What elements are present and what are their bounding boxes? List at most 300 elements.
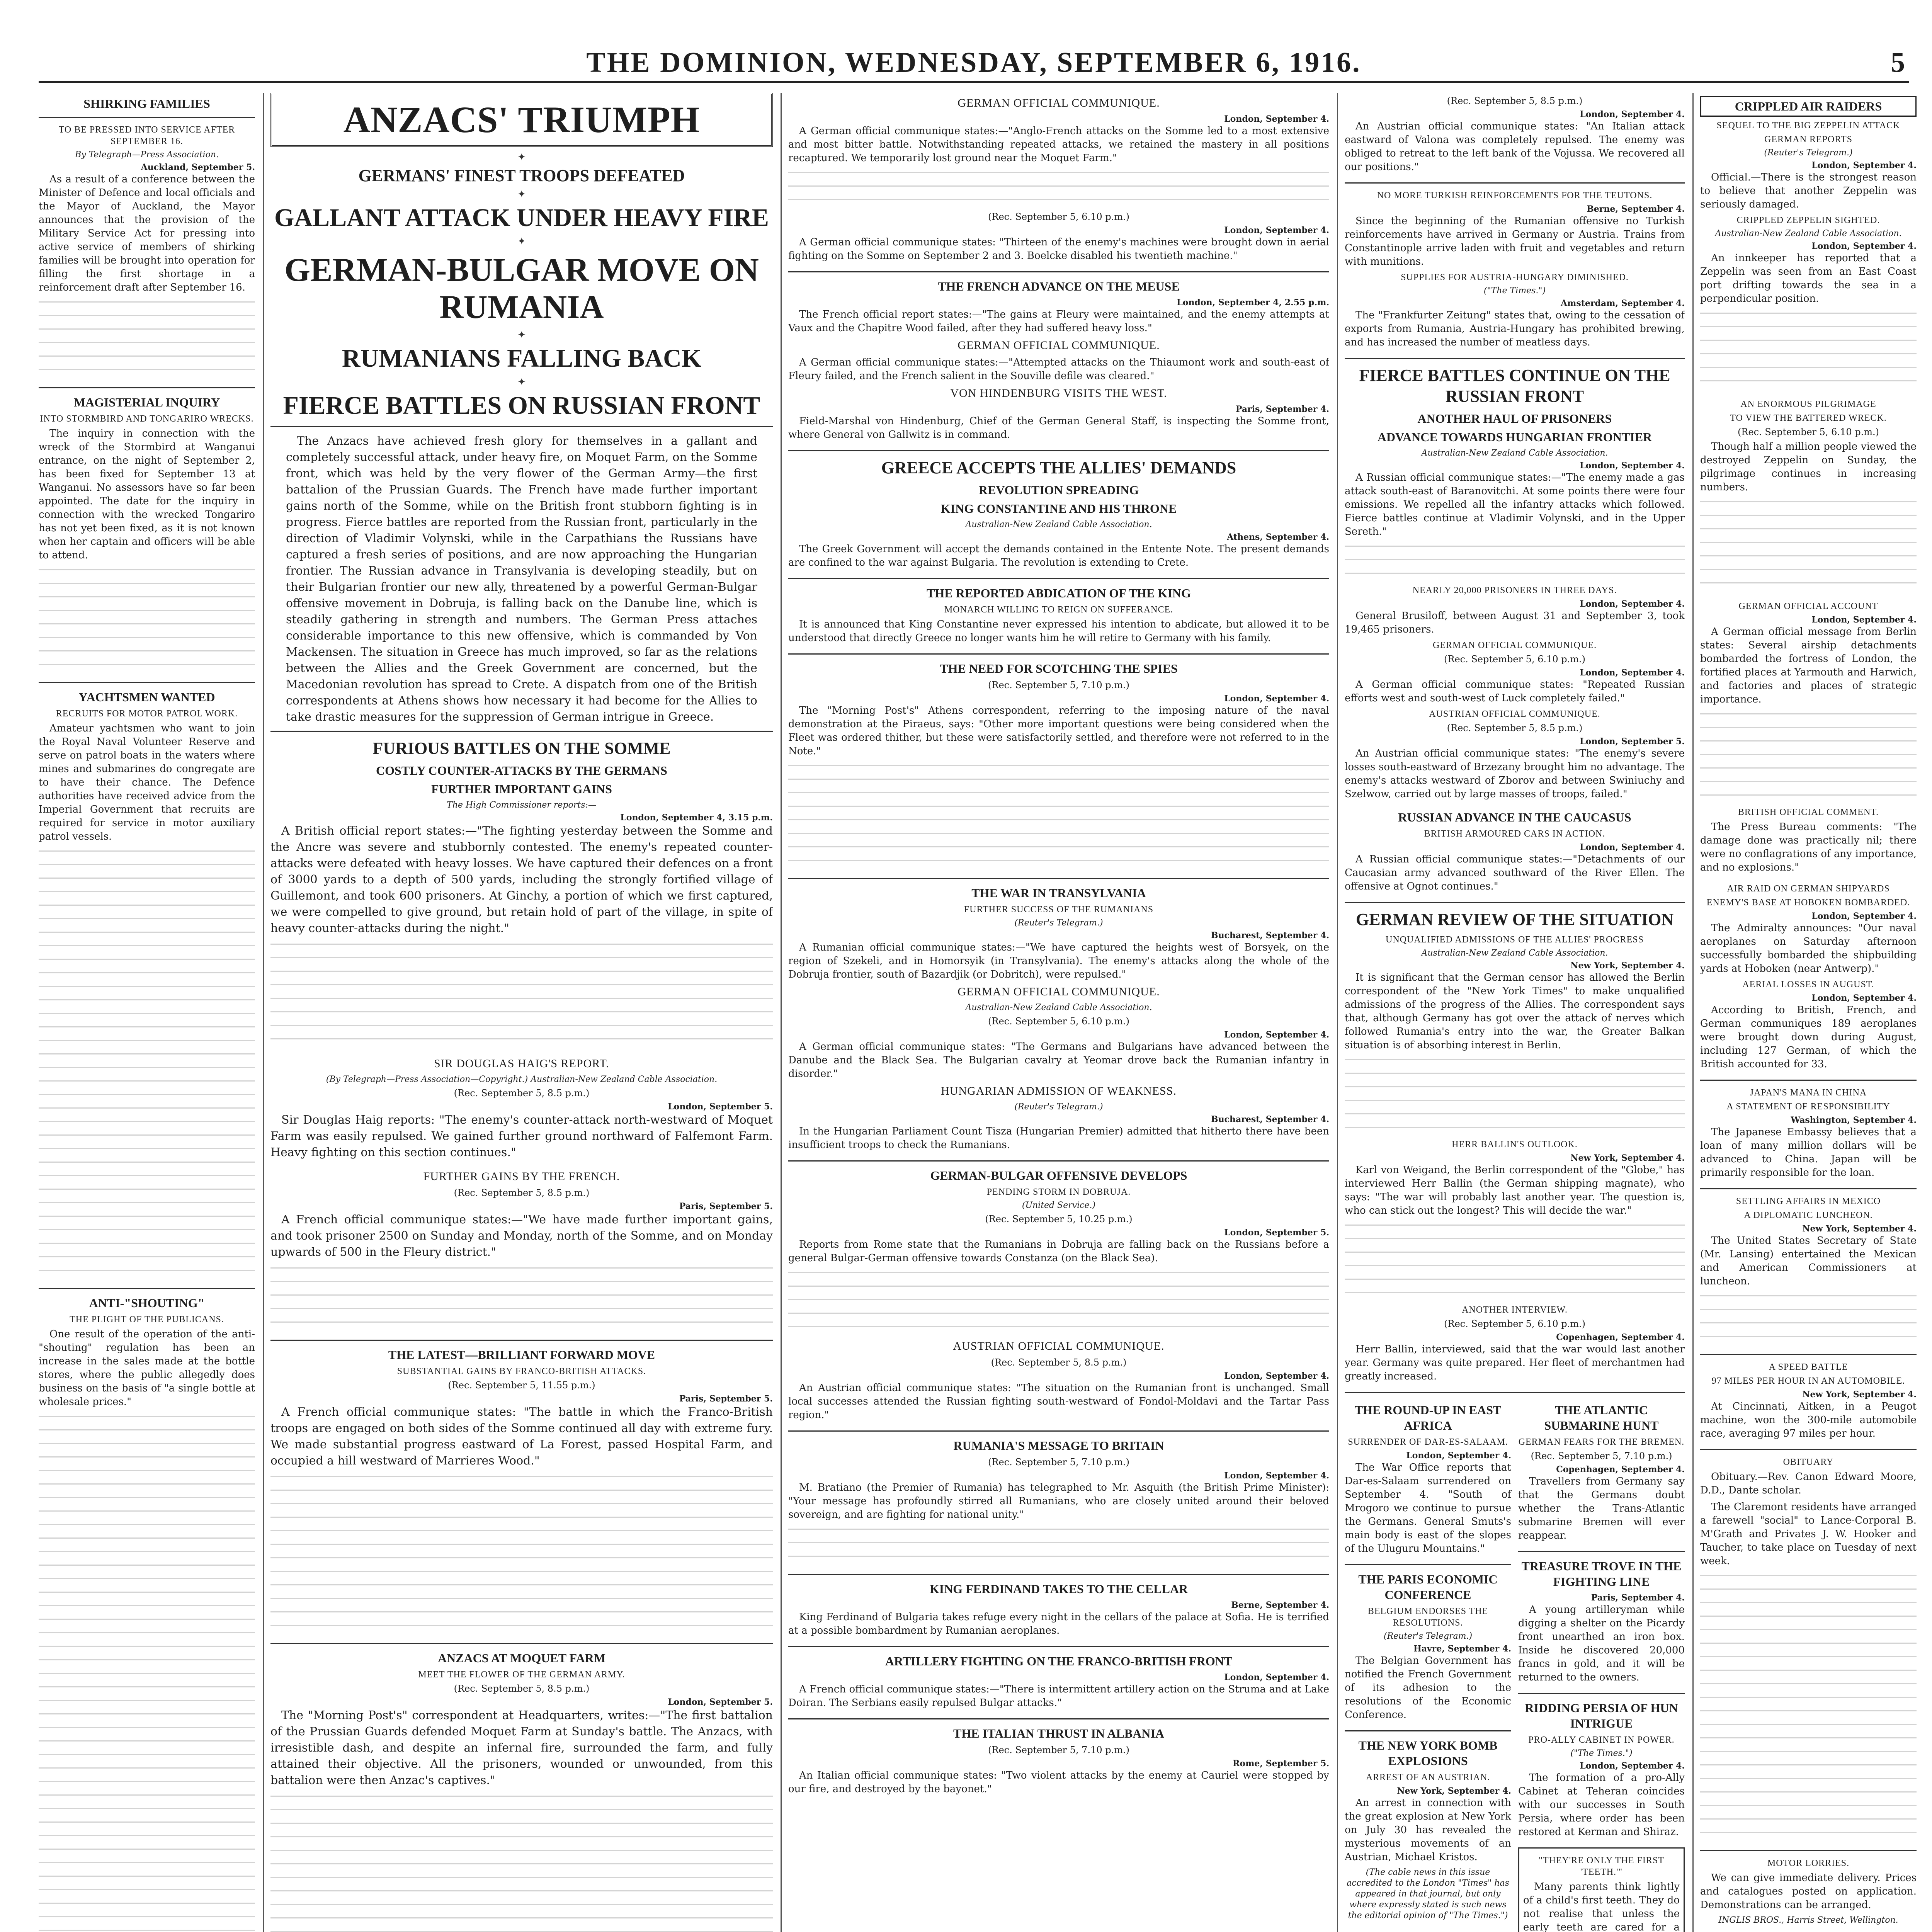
subheadline: 97 MILES PER HOUR IN AN AUTOMOBILE.	[1711, 1376, 1905, 1386]
column-5	[1700, 93, 1917, 1932]
dateline: London, September 5.	[668, 1102, 773, 1112]
headline: GERMAN OFFICIAL COMMUNIQUE.	[957, 339, 1160, 352]
divider	[1345, 902, 1685, 903]
column-rule	[1692, 93, 1694, 1932]
divider	[1700, 1449, 1917, 1450]
subheadline: TO BE PRESSED INTO SERVICE AFTER SEPTEMBER 16.	[58, 125, 235, 146]
article-moquet-farm	[270, 1643, 773, 1932]
text-lines	[1700, 1571, 1917, 1842]
text-lines	[1700, 709, 1917, 804]
ornament: ✦	[517, 151, 526, 163]
received: (Rec. September 5, 7.10 p.m.)	[988, 1457, 1129, 1468]
article-text: As a result of a conference between the Minister of Defence and local officials and the Mayor of Auckland, the Mayor announces that the provision of the Military Service Act for pressing into active service of members of shirking families will be brought into operation for filling the first shortage in a reinforcement draft after September 16.	[39, 173, 255, 293]
text-lines	[788, 1525, 1329, 1565]
article-yachtsmen	[39, 682, 255, 1279]
headline: "THEY'RE ONLY THE FIRST 'TEETH.'"	[1539, 1855, 1664, 1877]
article-text: The Claremont residents have arranged a farewell "social" to Lance-Corporal B. M'Grath and Privates J. W. Hooker and Taucher, to take place on Tuesday of next week.	[1700, 1501, 1917, 1567]
article-shipyards	[1700, 883, 1917, 1071]
text-lines	[788, 761, 1329, 869]
divider	[788, 1574, 1329, 1575]
headline: RUMANIA'S MESSAGE TO BRITAIN	[953, 1439, 1164, 1452]
headline: RUSSIAN ADVANCE IN THE CAUCASUS	[1398, 810, 1631, 824]
subheadline: A STATEMENT OF RESPONSIBILITY	[1726, 1102, 1890, 1112]
article-text: In the Hungarian Parliament Count Tisza (Hungarian Premier) admitted that hitherto there have been insufficient troops to check the Rumanians.	[788, 1126, 1329, 1151]
article-text: The Press Bureau comments: "The damage done was practically nil; there were no conflagrations of any importance, and no explosions."	[1700, 821, 1917, 873]
article-text: Sir Douglas Haig reports: "The enemy's counter-attack north-westward of Moquet Farm was easily repulsed. We gained further ground northward of Falfemont Farm. Heavy fighting on this section continues."	[270, 1113, 773, 1159]
subheadline: ARREST OF AN AUSTRIAN.	[1366, 1772, 1490, 1782]
divider	[270, 426, 773, 427]
article-text: An innkeeper has reported that a Zeppelin was seen from an East Coast port drifting towards the sea in a perpendicular position.	[1700, 252, 1917, 304]
dateline: London, September 4.	[1224, 694, 1329, 704]
lower-split	[1345, 1399, 1685, 1932]
article-anti-shouting	[39, 1288, 255, 1932]
subheadline: FURTHER IMPORTANT GAINS	[431, 782, 612, 796]
article-text: The formation of a pro-Ally Cabinet at Teheran coincides with our successes in South Persia, where order has been restored at Kerman and Shiraz.	[1518, 1772, 1685, 1838]
article-shirking	[39, 96, 255, 379]
dateline: London, September 4.	[1811, 911, 1917, 921]
article-mexico	[1700, 1188, 1917, 1345]
divider	[788, 653, 1329, 655]
received: (Rec. September 5, 6.10 p.m.)	[1444, 1318, 1585, 1329]
ornament: ✦	[517, 236, 526, 247]
article-text: Reports from Rome state that the Rumanians in Dobruja are falling back on the Russians before a general Bulgar-German offensive towards Constanza (on the Black Sea).	[788, 1239, 1329, 1264]
source: Australian-New Zealand Cable Association.	[1421, 448, 1608, 458]
article-text: Official.—There is the strongest reason to believe that another Zeppelin was seriously damaged.	[1700, 172, 1917, 210]
article-text: A German official communique states: "The Germans and Bulgarians have advanced between the Danube and the Black Sea. The Bulgarian cavalry at Yeomar drove back the Rumanian infantry in disorder."	[788, 1041, 1329, 1080]
source: (United Service.)	[1022, 1201, 1096, 1210]
received: (Rec. September 5, 7.10 p.m.)	[988, 680, 1129, 690]
subheadline: PRO-ALLY CABINET IN POWER.	[1528, 1735, 1675, 1745]
divider	[788, 878, 1329, 879]
divider	[1345, 182, 1685, 184]
headline: THE ITALIAN THRUST IN ALBANIA	[953, 1726, 1164, 1740]
text-lines	[1700, 1291, 1917, 1345]
received: (Rec. September 5, 8.5 p.m.)	[991, 1357, 1127, 1368]
article-german-account	[1700, 600, 1917, 874]
divider	[788, 450, 1329, 451]
subheadline: PENDING STORM IN DOBRUJA.	[986, 1187, 1131, 1197]
source: Australian-New Zealand Cable Association.	[1421, 948, 1608, 958]
article-text: The War Office reports that Dar-es-Salaam surrendered on September 4. "South of Mrogoro we continue to pursue the Germans. General Smuts's main body is east of the slopes of the Uluguru Mountains."	[1345, 1462, 1511, 1554]
received: (Rec. September 5, 7.10 p.m.)	[1531, 1451, 1672, 1461]
divider	[788, 1430, 1329, 1432]
headline: FURIOUS BATTLES ON THE SOMME	[372, 739, 671, 758]
main-headline: ANZACS' TRIUMPH	[270, 93, 773, 147]
headline: THE FRENCH ADVANCE ON THE MEUSE	[938, 279, 1180, 293]
headline: MOTOR LORRIES.	[1767, 1858, 1850, 1868]
article-text: General Brusiloff, between August 31 and September 3, took 19,465 prisoners.	[1345, 610, 1685, 635]
dateline: London, September 4.	[1811, 993, 1917, 1003]
subheadline: GERMAN FEARS FOR THE BREMEN.	[1518, 1437, 1685, 1447]
article-treasure	[1518, 1551, 1685, 1684]
dateline: London, September 4.	[1224, 225, 1329, 235]
divider	[1345, 1730, 1511, 1731]
received: (Rec. September 5, 8.5 p.m.)	[1447, 723, 1583, 733]
dateline: London, September 4.	[1580, 1761, 1685, 1771]
ornament: ✦	[517, 376, 526, 388]
dateline: Athens, September 4.	[1227, 532, 1329, 542]
dateline: Washington, September 4.	[1791, 1115, 1917, 1125]
headline: GERMAN-BULGAR OFFENSIVE DEVELOPS	[930, 1168, 1187, 1182]
received: (Rec. September 5, 10.25 p.m.)	[985, 1214, 1133, 1225]
subheadline: A DIPLOMATIC LUNCHEON.	[1744, 1210, 1873, 1220]
article-greece	[788, 450, 1329, 570]
source: (Reuter's Telegram.)	[1764, 148, 1853, 158]
cable-note: (The cable news in this issue accredited to the London "Times" has appeared in that journal, but only where expressly stated is such news the editorial opinion of "The Times.")	[1347, 1867, 1509, 1920]
article-ny-bomb	[1345, 1730, 1511, 1921]
dateline: London, September 4.	[1224, 1030, 1329, 1040]
headline: FIERCE BATTLES ON RUSSIAN FRONT	[283, 391, 760, 420]
headline: RUMANIANS FALLING BACK	[342, 344, 702, 372]
divider	[1700, 1080, 1917, 1081]
headline: ANOTHER INTERVIEW.	[1462, 1305, 1568, 1315]
lower-right	[1518, 1399, 1685, 1932]
article-text: An Austrian official communique states: "The enemy's severe losses south-eastward of Brzezany brought him no advantage. The enemy's attacks westward of Zborov and between Swiniuchy and Szelwow, carried out by large masses of troops, failed."	[1345, 748, 1685, 800]
article-text: An arrest in connection with the great explosion at New York on July 30 has revealed the mysterious movements of an Austrian, Michael Kristos.	[1345, 1797, 1511, 1863]
text-lines	[39, 298, 255, 379]
source: (Reuter's Telegram.)	[1014, 1102, 1103, 1112]
dateline: London, September 4.	[1580, 668, 1685, 678]
headline: AUSTRIAN OFFICIAL COMMUNIQUE.	[953, 1340, 1165, 1352]
article-obituary	[1700, 1449, 1917, 1842]
headline: THE LATEST—BRILLIANT FORWARD MOVE	[388, 1348, 655, 1362]
source: By Telegraph—Press Association.	[75, 150, 219, 160]
dateline: Amsterdam, September 4.	[1560, 298, 1685, 308]
subheadline: BELGIUM ENDORSES THE RESOLUTIONS.	[1367, 1606, 1488, 1628]
article-haig	[270, 1056, 773, 1161]
source: Australian-New Zealand Cable Association.	[1715, 229, 1902, 238]
divider	[788, 1718, 1329, 1719]
article-text: It is significant that the German censor has allowed the Berlin correspondent of the "New York Times" to make unqualified admissions of the progress of the Allies. The correspondent says that, although Germany has got over the attack of nerves which followed Rumania's entry into the war, the Greater Balkan situation is of absorbing interest in Berlin.	[1345, 972, 1685, 1051]
article-caucasus	[1345, 810, 1685, 893]
article-text: According to British, French, and German communiques 189 aeroplanes were brought down during August, including 127 German, of which the British accounted for 33.	[1700, 1004, 1917, 1070]
article-albania	[788, 1718, 1329, 1796]
article-text: Since the beginning of the Rumanian offensive no Turkish reinforcements have arrived in Germany or Austria. Trains from Constantinople arrive laden with fruit and vegetables and return with munitions.	[1345, 215, 1685, 267]
subheadline: KING CONSTANTINE AND HIS THRONE	[940, 502, 1177, 515]
headline: SUPPLIES FOR AUSTRIA-HUNGARY DIMINISHED.	[1401, 272, 1629, 282]
dateline: London, September 4.	[1580, 599, 1685, 609]
headline: A SPEED BATTLE	[1769, 1362, 1848, 1372]
column-rule	[263, 93, 264, 1932]
dateline: Rome, September 5.	[1233, 1759, 1329, 1769]
article-pilgrimage	[1700, 398, 1917, 592]
dateline: Bucharest, September 4.	[1211, 930, 1329, 940]
dateline: London, September 5.	[668, 1697, 773, 1707]
headline: AUSTRIAN OFFICIAL COMMUNIQUE.	[1429, 709, 1600, 719]
article-german-communique-1	[788, 96, 1329, 263]
received: (Rec. September 5, 6.10 p.m.)	[1738, 427, 1879, 437]
dateline: London, September 5.	[1580, 736, 1685, 747]
article-text: Herr Ballin, interviewed, said that the war would last another year. Germany was quite prepared. Her fleet of merchantmen had greatly increased.	[1345, 1344, 1685, 1382]
divider	[39, 387, 255, 388]
article-text: A German official message from Berlin states: Several airship detachments bombarded the fortress of London, the fortified places at Yarmouth and Harwich, and factories and places of strategic importance.	[1700, 626, 1917, 705]
article-text: A German official communique states: "Thirteen of the enemy's machines were brought down in aerial fighting on the Somme on September 2 and 3. Boelcke disabled his twentieth machine."	[788, 236, 1329, 262]
divider	[1700, 1354, 1917, 1355]
divider	[1345, 358, 1685, 359]
headline: HUNGARIAN ADMISSION OF WEAKNESS.	[941, 1085, 1177, 1097]
divider	[788, 271, 1329, 272]
source: ("The Times.")	[1570, 1748, 1633, 1758]
dateline: Havre, September 4.	[1413, 1644, 1511, 1654]
headline: VON HINDENBURG VISITS THE WEST.	[950, 387, 1167, 400]
headline: NEARLY 20,000 PRISONERS IN THREE DAYS.	[1412, 585, 1617, 595]
headline: GERMAN-BULGAR MOVE ON RUMANIA	[284, 251, 759, 325]
article-text: The "Frankfurter Zeitung" states that, owing to the cessation of exports from Rumania, Austria-Hungary has prohibited brewing, and has increased the number of meatless days.	[1345, 310, 1685, 348]
headline: YACHTSMEN WANTED	[78, 690, 215, 704]
dateline: Berne, September 4.	[1587, 204, 1685, 214]
headline: GALLANT ATTACK UNDER HEAVY FIRE	[274, 204, 769, 232]
article-persia	[1518, 1693, 1685, 1839]
ad-signature: INGLIS BROS., Harris Street, Wellington.	[1718, 1915, 1898, 1925]
text-lines	[270, 1792, 773, 1932]
subheadline: UNQUALIFIED ADMISSIONS OF THE ALLIES' PROGRESS	[1386, 935, 1644, 945]
dateline: New York, September 4.	[1802, 1389, 1917, 1400]
article-speed	[1700, 1354, 1917, 1440]
dateline: London, September 4.	[1224, 1672, 1329, 1682]
headline: HERR BALLIN'S OUTLOOK.	[1452, 1139, 1578, 1150]
dateline: London, September 4.	[1580, 461, 1685, 471]
lower-left	[1345, 1399, 1511, 1932]
article-somme	[270, 738, 773, 1048]
divider	[788, 1646, 1329, 1647]
article-text: The "Morning Post's" Athens correspondent, referring to the imposing nature of the naval demonstration at the Piraeus, says: "Other more important questions were being considered when the Fleet was ordered thither, but these were satisfactorily settled, and therefore were not referred to in the Note."	[788, 705, 1329, 757]
divider	[39, 1288, 255, 1289]
divider	[788, 578, 1329, 579]
article-offensive	[788, 1160, 1329, 1422]
headline: THE PARIS ECONOMIC CONFERENCE	[1358, 1572, 1498, 1602]
masthead-title: THE DOMINION, WEDNESDAY, SEPTEMBER 6, 1916.	[586, 47, 1361, 78]
subheadline: REVOLUTION SPREADING	[978, 483, 1139, 497]
article-meuse	[788, 271, 1329, 442]
article-text: A French official communique states:—"There is intermittent artillery action on the Struma and at Lake Doiran. The Serbians easily repulsed Bulgar attacks."	[788, 1684, 1329, 1709]
ad-text: We can give immediate delivery. Prices and catalogues posted on application. Demonstrations can be arranged.	[1700, 1872, 1917, 1911]
article-artillery	[788, 1646, 1329, 1710]
dateline: London, September 4.	[1406, 1451, 1511, 1461]
article-text: It is announced that King Constantine never expressed his intention to abdicate, but allowed it to be understood that directly Greece no longer wants him he will retire to Germany with his family.	[788, 619, 1329, 644]
dateline: London, September 4.	[1224, 1471, 1329, 1481]
received: (Rec. September 5, 6.10 p.m.)	[1444, 654, 1585, 665]
article-text: A French official communique states:—"We have made further important gains, and took prisoner 2500 on Sunday and Monday, north of the Somme, and on Monday upwards of 500 in the Fleury district."	[270, 1213, 773, 1259]
dateline: Bucharest, September 4.	[1211, 1114, 1329, 1124]
article-text: The inquiry in connection with the wreck of the Stormbird at Wanganui entrance, on the night of September 2, has been fixed for September 13 at Wanganui. No assessors have so far been appointed. The date for the inquiry in connection with the wrecked Tongariro has not yet been fixed, as it is not known when her captain and officers will be able to attend.	[39, 428, 255, 561]
subheadline: THE PLIGHT OF THE PUBLICANS.	[70, 1315, 224, 1325]
article-text: A German official communique states:—"Attempted attacks on the Thiaumont work and south-east of Fleury failed, and the French salient in the Souville defile was cleared."	[788, 357, 1329, 382]
divider	[270, 1340, 773, 1341]
headline: THE REPORTED ABDICATION OF THE KING	[927, 586, 1191, 600]
headline: ANZACS AT MOQUET FARM	[437, 1651, 606, 1665]
article-text: The French official report states:—"The gains at Fleury were maintained, and the enemy attempts at Vaux and the Chapitre Wood failed, after they had suffered heavy loss."	[788, 309, 1329, 334]
dateline: Auckland, September 5.	[141, 162, 255, 172]
received: (Rec. September 5, 8.5 p.m.)	[454, 1187, 590, 1198]
headline: AERIAL LOSSES IN AUGUST.	[1742, 980, 1874, 990]
article-text: Karl von Weigand, the Berlin correspondent of the "Globe," has interviewed Herr Ballin (the German shipping magnate), who says: "The war will probably last another year. The question is, who can stick out the longest? This will decide the war."	[1345, 1164, 1685, 1216]
headline: SIR DOUGLAS HAIG'S REPORT.	[434, 1057, 610, 1070]
article-abdication	[788, 578, 1329, 645]
subheadline: SEQUEL TO THE BIG ZEPPELIN ATTACK	[1716, 121, 1900, 131]
article-transylvania	[788, 878, 1329, 1152]
source: Australian-New Zealand Cable Association.	[965, 1003, 1152, 1012]
article-text: M. Bratiano (the Premier of Rumania) has telegraphed to Mr. Asquith (the British Prime Minister): "Your message has profoundly stirred all Rumanians, who are closely united around their beloved sovereign, and are fighting for national unity."	[788, 1482, 1329, 1520]
article-text: A Russian official communique states:—"Detachments of our Caucasian army advanced southward of the River Ellen. The offensive at Ognot continues."	[1345, 854, 1685, 892]
article-paris-conference	[1345, 1564, 1511, 1722]
headline: ARTILLERY FIGHTING ON THE FRANCO-BRITISH FRONT	[885, 1654, 1233, 1668]
dateline: London, September 4, 2.55 p.m.	[1177, 298, 1329, 308]
article-rumania-message	[788, 1430, 1329, 1565]
article-latest	[270, 1340, 773, 1634]
dateline: Paris, September 4.	[1235, 404, 1329, 414]
source: ("The Times.")	[1483, 286, 1546, 296]
dateline: London, September 4, 3.15 p.m.	[620, 813, 773, 823]
column-rule	[781, 93, 782, 1932]
headline: GERMAN OFFICIAL COMMUNIQUE.	[957, 97, 1160, 109]
headline: RIDDING PERSIA OF HUN INTRIGUE	[1525, 1701, 1678, 1730]
headline: THE NEED FOR SCOTCHING THE SPIES	[940, 662, 1178, 675]
text-lines	[270, 1264, 773, 1331]
article-atlantic	[1518, 1402, 1685, 1543]
ornament: ✦	[517, 189, 526, 200]
subheadline: TO VIEW THE BATTERED WRECK.	[1730, 413, 1887, 423]
dateline: Paris, September 4.	[1591, 1593, 1685, 1603]
headline: GERMAN OFFICIAL COMMUNIQUE.	[957, 985, 1160, 998]
article-text: A Russian official communique states:—"The enemy made a gas attack south-east of Baranovitchi. At some points there were four emissions. We repelled all the infantry attacks which followed. Fierce battles continue at Vladimir Volynski, and in the Upper Sereth."	[1345, 472, 1685, 537]
article-text: A Rumanian official communique states:—"We have captured the heights west of Borsyek, on the region of Szekeli, and in Homorsyik (in Transylvania). The enemy's attacks along the whole of the Dobruja frontier, south of Bazardjik (or Dobritch), were repulsed."	[788, 942, 1329, 980]
received: (Rec. September 5, 6.10 p.m.)	[988, 1016, 1129, 1027]
subheadline: SURRENDER OF DAR-ES-SALAAM.	[1348, 1437, 1508, 1447]
headline: GERMAN OFFICIAL ACCOUNT	[1738, 601, 1878, 611]
article-text: Obituary.—Rev. Canon Edward Moore, D.D., Dante scholar.	[1700, 1471, 1917, 1496]
article-ferdinand	[788, 1574, 1329, 1638]
article-text: The Belgian Government has notified the French Government of its adhesion to the resolutions of the Economic Conference.	[1345, 1655, 1511, 1721]
article-text: A young artilleryman while digging a shelter on the Picardy front unearthed an iron box. Inside he discovered 20,000 francs in gold, and it will be returned to the owners.	[1518, 1604, 1685, 1683]
headline: GERMAN OFFICIAL COMMUNIQUE.	[1432, 640, 1597, 650]
column-2	[270, 93, 773, 1932]
dateline: London, September 5.	[1224, 1228, 1329, 1238]
article-text: The "Morning Post's" correspondent at Headquarters, writes:—"The first battalion of the Prussian Guards defended Moquet Farm at Sunday's battle. The Anzacs, with irresistible dash, and despite an infernal fire, surrounded the farm, and fully attained their objective. All the prisoners, wounded or unwounded, from this battalion were then Anzac's captives."	[270, 1709, 773, 1787]
article-text: The United States Secretary of State (Mr. Lansing) entertained the Mexican and American Commissioners at luncheon.	[1700, 1235, 1917, 1287]
received: (Rec. September 5, 6.10 p.m.)	[988, 211, 1129, 222]
subheadline: COSTLY COUNTER-ATTACKS BY THE GERMANS	[376, 764, 667, 777]
subheadline: FURTHER SUCCESS OF THE RUMANIANS	[964, 905, 1154, 915]
article-text: One result of the operation of the anti-"shouting" regulation has been an increase in the sales made at the bottle stores, where the public allegedly does business on the basis of "a single bottle at wholesale prices."	[39, 1328, 255, 1408]
dateline: London, September 4.	[1580, 109, 1685, 119]
ornament: ✦	[517, 329, 526, 341]
text-lines	[270, 940, 773, 1048]
article-turkish	[1345, 182, 1685, 349]
headline: THE NEW YORK BOMB EXPLOSIONS	[1358, 1738, 1498, 1768]
dateline: London, September 4.	[1224, 114, 1329, 124]
subheadline: MEET THE FLOWER OF THE GERMAN ARMY.	[418, 1670, 625, 1680]
dateline: Berne, September 4.	[1231, 1600, 1329, 1610]
headline: FURTHER GAINS BY THE FRENCH.	[423, 1170, 620, 1183]
column-rule	[1337, 93, 1338, 1932]
headline: NO MORE TURKISH REINFORCEMENTS FOR THE TEUTONS.	[1377, 190, 1653, 201]
article-text: The Admiralty announces: "Our naval aeroplanes on Saturday afternoon successfully bombarded the shipbuilding yards at Hoboken (near Antwerp)."	[1700, 922, 1917, 975]
headline: CRIPPLED AIR RAIDERS	[1700, 96, 1917, 117]
source: The High Commissioner reports:—	[447, 800, 597, 810]
headline: THE ATLANTIC SUBMARINE HUNT	[1544, 1403, 1659, 1432]
subheadline: ANOTHER HAUL OF PRISONERS	[1417, 412, 1612, 425]
article-russian-front	[1345, 358, 1685, 801]
divider	[1700, 1188, 1917, 1189]
dateline: New York, September 4.	[1802, 1224, 1917, 1234]
text-lines	[1345, 1055, 1685, 1136]
received: (Rec. September 5, 7.10 p.m.)	[988, 1745, 1129, 1755]
article-french-gains	[270, 1169, 773, 1331]
article-text: A French official communique states: "The battle in which the Franco-British troops are engaged on both sides of the Somme continued all day with extreme fury. We made substantial progress eastward of La Forest, passed Hospital Farm, and occupied a hill westward of Marrieres Wood."	[270, 1405, 773, 1468]
article-text: An Italian official communique states: "Two violent attacks by the enemy at Cauriel were stopped by our fire, and destroyed by the bayonet."	[788, 1770, 1329, 1795]
headline: THE ROUND-UP IN EAST AFRICA	[1354, 1403, 1502, 1432]
headline: FIERCE BATTLES CONTINUE ON THE RUSSIAN FRONT	[1359, 366, 1670, 406]
dateline: London, September 4.	[1811, 615, 1917, 625]
advertisement-teeth	[1518, 1847, 1685, 1932]
source: (By Telegraph—Press Association—Copyright.) Australian-New Zealand Cable Association.	[326, 1075, 718, 1084]
dateline: Copenhagen, September 4.	[1556, 1464, 1685, 1475]
subheadline: BRITISH ARMOURED CARS IN ACTION.	[1424, 829, 1605, 839]
source: Australian-New Zealand Cable Association.	[965, 520, 1152, 529]
article-text: At Cincinnati, Aitken, in a Peugot machine, won the 300-mile automobile race, averaging 97 miles per hour.	[1700, 1401, 1917, 1439]
article-spies	[788, 653, 1329, 869]
article-text: The Greek Government will accept the demands contained in the Entente Note. The present demands are confined to the war against Bulgaria. The revolution is extending to Crete.	[788, 543, 1329, 568]
article-german-review	[1345, 902, 1685, 1383]
article-text: The Japanese Embassy believes that a loan of many million dollars will be advanced to China. Japan will be primarily responsible for the loan.	[1700, 1126, 1917, 1179]
column-1	[39, 93, 255, 1932]
lead-paragraph: The Anzacs have achieved fresh glory for themselves in a gallant and completely successful attack, under heavy fire, on Moquet Farm, on the Somme front, which was held by the very flower of the German Army—the first battalion of the Prussian Guards. The French have made further important gains north of the Somme, while on the British front stubborn fighting is in progress. Fierce battles are reported from the Russian front, particularly in the direction of Vladimir Volynski, while in the Carpathians the Russians have captured a fresh series of positions, and are now approaching the Hungarian frontier. The Russian advance in Transylvania is developing steadily, but on their Bulgarian frontier our new ally, threatened by a powerful German-Bulgar offensive movement in Dobruja, is falling back on the Danube line, which is steadily gathering in strength and numbers. The German Press attaches considerable importance to this new offensive, which is commanded by Von Mackensen. The situation in Greece has much improved, so far as the relations between the Allies and the Greek Government are concerned, but the Macedonian revolution has spread to Crete. A dispatch from one of the British correspondents at Athens shows how necessary it had become for the Allies to take drastic measures for the suppression of German intrigue in Greece.	[286, 434, 757, 724]
article-text: Travellers from Germany say that the Germans doubt whether the Trans-Atlantic submarine Bremen will ever reappear.	[1518, 1476, 1685, 1541]
article-magisterial	[39, 387, 255, 673]
headline: GREECE ACCEPTS THE ALLIES' DEMANDS	[881, 458, 1236, 477]
subheadline: ADVANCE TOWARDS HUNGARIAN FRONTIER	[1377, 430, 1652, 444]
subheadline: RECRUITS FOR MOTOR PATROL WORK.	[56, 709, 238, 719]
dateline: New York, September 4.	[1570, 961, 1685, 971]
column-3	[788, 93, 1329, 1932]
headline: BRITISH OFFICIAL COMMENT.	[1738, 807, 1879, 817]
article-text: King Ferdinand of Bulgaria takes refuge every night in the cellars of the palace at Sofia. He is terrified at a possible bombardment by Rumanian aeroplanes.	[788, 1611, 1329, 1636]
article-austrian-valona	[1345, 95, 1685, 174]
article-air-raiders	[1700, 96, 1917, 390]
article-text: Though half a million people viewed the destroyed Zeppelin on Sunday, the pilgrimage continues in increasing numbers.	[1700, 441, 1917, 493]
dateline: New York, September 4.	[1570, 1153, 1685, 1163]
advertisement-motor-lorries	[1700, 1850, 1917, 1926]
headline: KING FERDINAND TAKES TO THE CELLAR	[929, 1582, 1188, 1596]
subheadline: SUBSTANTIAL GAINS BY FRANCO-BRITISH ATTACKS.	[397, 1366, 646, 1376]
article-text: An Austrian official communique states: "An Italian attack eastward of Valona was completely repulsed. The enemy was obliged to retreat to the left bank of the Vojussa. We recovered all our positions."	[1345, 121, 1685, 173]
text-lines	[1345, 542, 1685, 582]
headline: MAGISTERIAL INQUIRY	[73, 395, 220, 409]
text-lines	[788, 1268, 1329, 1336]
dateline: New York, September 4.	[1397, 1786, 1511, 1796]
text-lines	[270, 1472, 773, 1634]
subheadline: GERMANS' FINEST TROOPS DEFEATED	[358, 166, 685, 185]
received: (Rec. September 5, 8.5 p.m.)	[454, 1683, 590, 1694]
subheadline: INTO STORMBIRD AND TONGARIRO WRECKS.	[40, 414, 254, 424]
article-text: Field-Marshal von Hindenburg, Chief of the German General Staff, is inspecting the Somme front, where General von Gallwitz is in command.	[788, 415, 1329, 440]
dateline: London, September 4.	[1224, 1371, 1329, 1381]
subheadline: GERMAN REPORTS	[1764, 134, 1852, 145]
headline: OBITUARY	[1783, 1457, 1834, 1467]
headline: JAPAN'S MANA IN CHINA	[1750, 1088, 1867, 1098]
dateline: London, September 4.	[1580, 842, 1685, 852]
divider	[1518, 1551, 1685, 1552]
article-text: A British official report states:—"The fighting yesterday between the Somme and the Ancre was severe and stubbornly contested. The enemy's repeated counter-attacks were defeated with heavy losses. We have captured their defences on a front of 3000 yards to a depth of 500 yards, including the strongly fortified village of Guillemont, and took 600 prisoners. At Ginchy, a portion of which we first captured, we were compelled to give ground, but retain hold of part of the village, in spite of heavy counter-attacks during the night."	[270, 824, 773, 935]
dateline: London, September 4.	[1811, 241, 1917, 251]
dateline: London, September 4.	[1811, 160, 1917, 170]
received: (Rec. September 5, 11.55 p.m.)	[448, 1380, 595, 1391]
headline: AIR RAID ON GERMAN SHIPYARDS	[1727, 884, 1890, 894]
article-east-africa	[1345, 1402, 1511, 1556]
headline: THE WAR IN TRANSYLVANIA	[971, 886, 1146, 900]
article-text: An Austrian official communique states: "The situation on the Rumanian front is unchanged. Small local successes attended the Russian fighting south-westward of Fondol-Moldavi and the Tartar Pass region."	[788, 1382, 1329, 1421]
text-lines	[39, 1412, 255, 1932]
